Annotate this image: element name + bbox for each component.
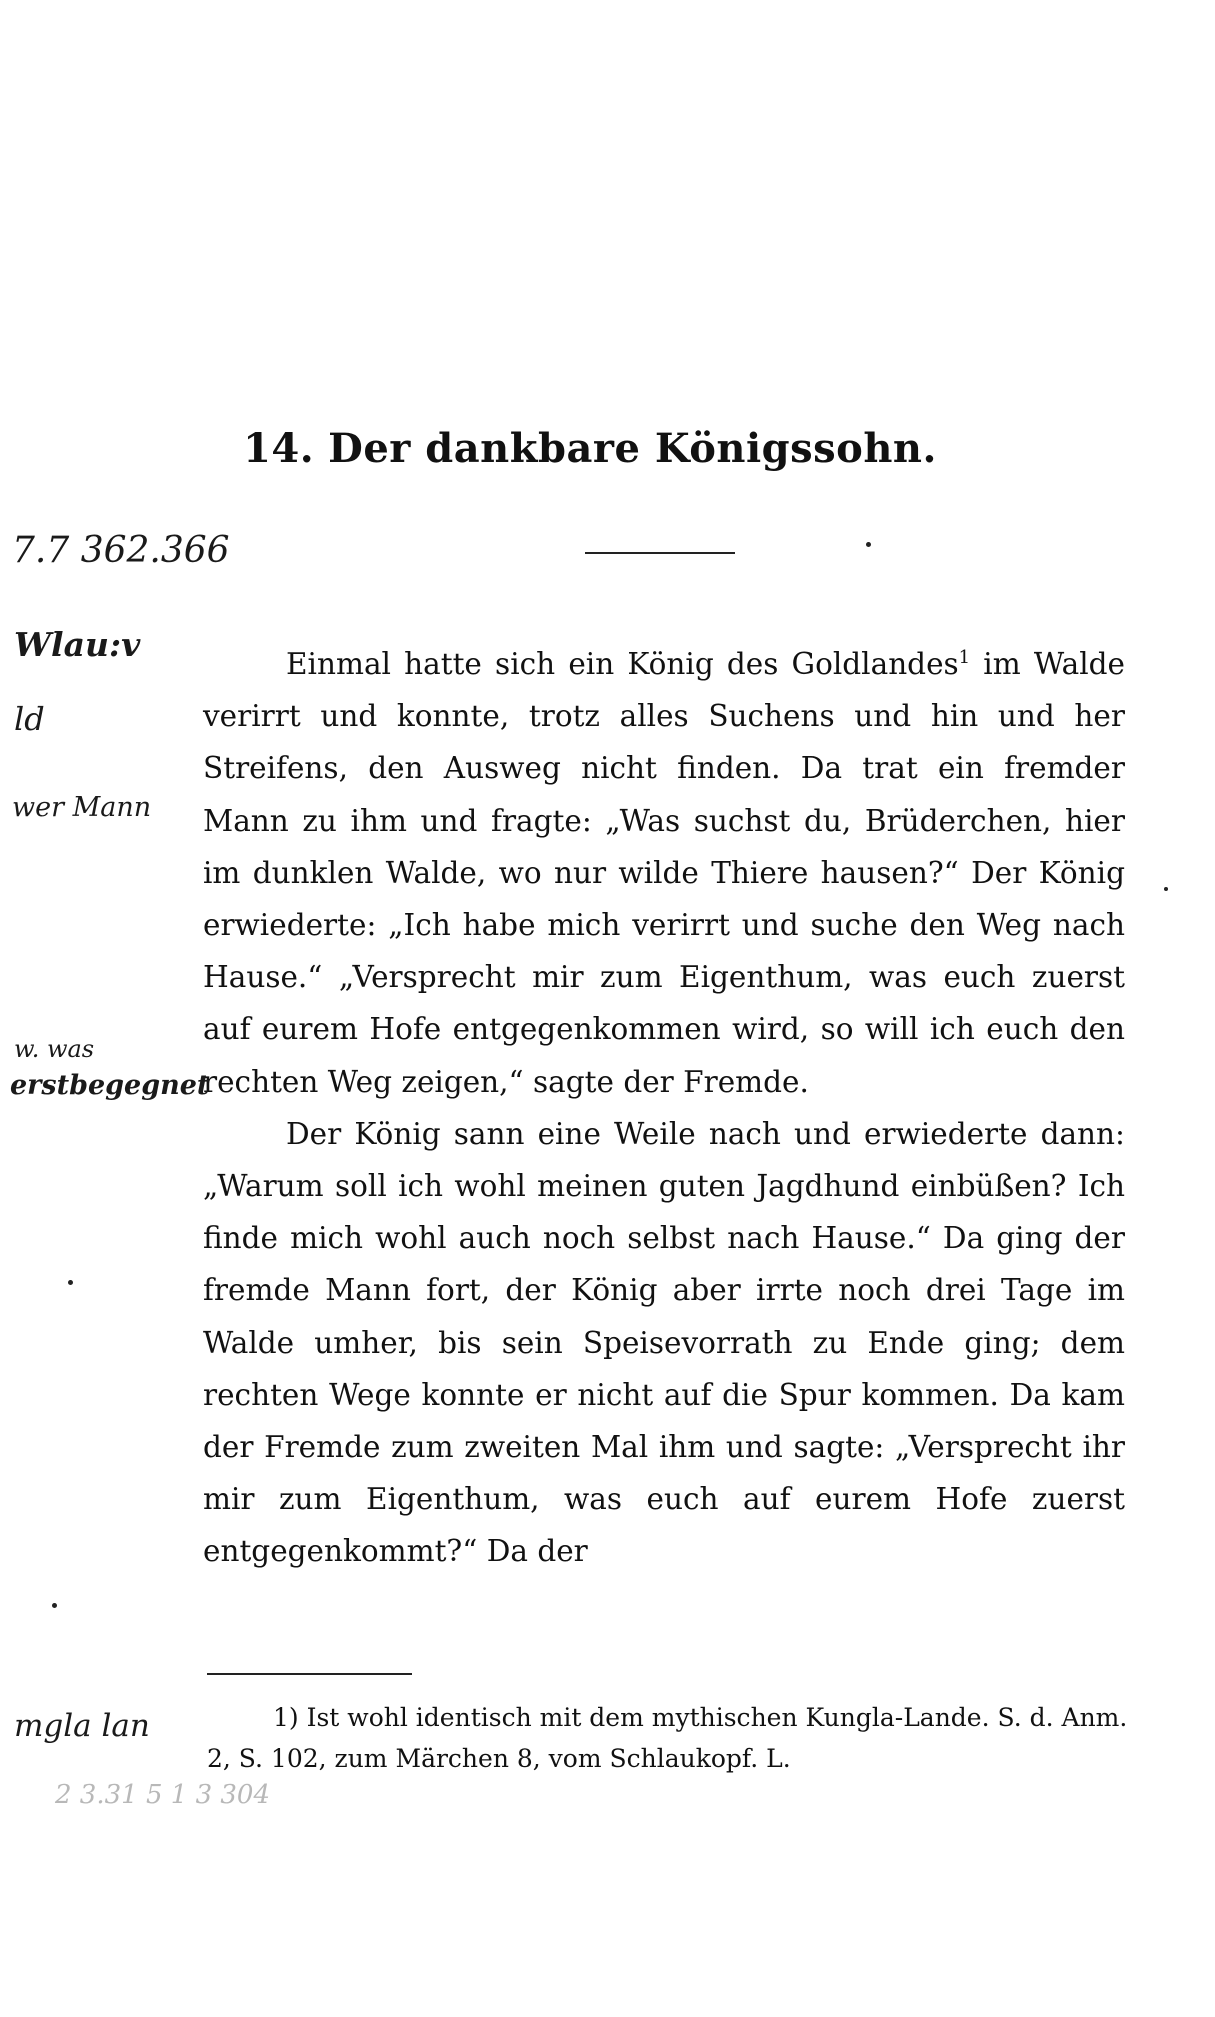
handwritten-note: w. was — [14, 1035, 95, 1063]
handwritten-reference: 7.7 362.366 — [12, 530, 230, 571]
handwritten-note: wer Mann — [12, 792, 152, 823]
footnote-reference: 1 — [958, 647, 971, 669]
paragraph-2: Der König sann eine Weile nach und erwiederte dann: „Warum soll ich wohl meinen guten Jagdhund einbüßen? Ich finde mich wohl auch noch selbst nach Hause.“ Da ging der fremde Mann fort, der König aber irrte noch drei Tage im Walde umher, bis sein Speisevorrath zu Ende ging; dem rechten Wege konnte er nicht auf die Spur kommen. Da kam der Fremde zum zweiten Mal ihm und sagte: „Versprecht ihr mir zum Eigenthum, was euch auf eurem Hofe zuerst entgegenkommt?“ Da der — [203, 1116, 1125, 1569]
footnote — [207, 1697, 1129, 1779]
chapter-title — [200, 425, 980, 472]
handwritten-note-faint: 2 3.31 5 1 3 304 — [55, 1780, 271, 1810]
footnote-rule — [207, 1673, 412, 1675]
ink-speck — [866, 542, 871, 547]
chapter-number: 14. — [243, 425, 315, 472]
handwritten-note: Wlau:v — [14, 625, 141, 664]
ink-speck — [52, 1603, 57, 1608]
handwritten-note: erstbegegnet — [10, 1070, 210, 1101]
paragraph-1-start: Einmal hatte sich ein König des Goldlandes — [286, 647, 959, 681]
ink-speck — [68, 1280, 73, 1285]
handwritten-note: ld — [14, 700, 45, 738]
paragraph-1 — [203, 638, 1125, 1108]
paragraph-1-rest: im Walde verirrt und konnte, trotz alles Suchens und hin und her Streifens, den Ausweg nicht finden. Da trat ein fremder Mann zu ihm und fragte: „Was suchst du, Brüderchen, hier im dunklen Walde, wo nur wilde Thiere hausen?“ Der König erwiederte: „Ich habe mich verirrt und suche den Weg nach Hause.“ „Versprecht mir zum Eigenthum, was euch zuerst auf eurem Hofe entgegenkommen wird, so will ich euch den rechten Weg zeigen,“ sagte der Fremde. — [203, 647, 1125, 1099]
title-rule — [585, 552, 735, 554]
handwritten-note: mgla lan — [14, 1708, 150, 1744]
body-text — [203, 638, 1125, 1578]
chapter-title-text: Der dankbare Königssohn. — [328, 425, 937, 472]
ink-speck — [1164, 887, 1168, 891]
footnote-text: 1) Ist wohl identisch mit dem mythischen Kungla-Lande. S. d. Anm. 2, S. 102, zum Märchen 8, vom Schlaukopf. L. — [207, 1703, 1128, 1773]
